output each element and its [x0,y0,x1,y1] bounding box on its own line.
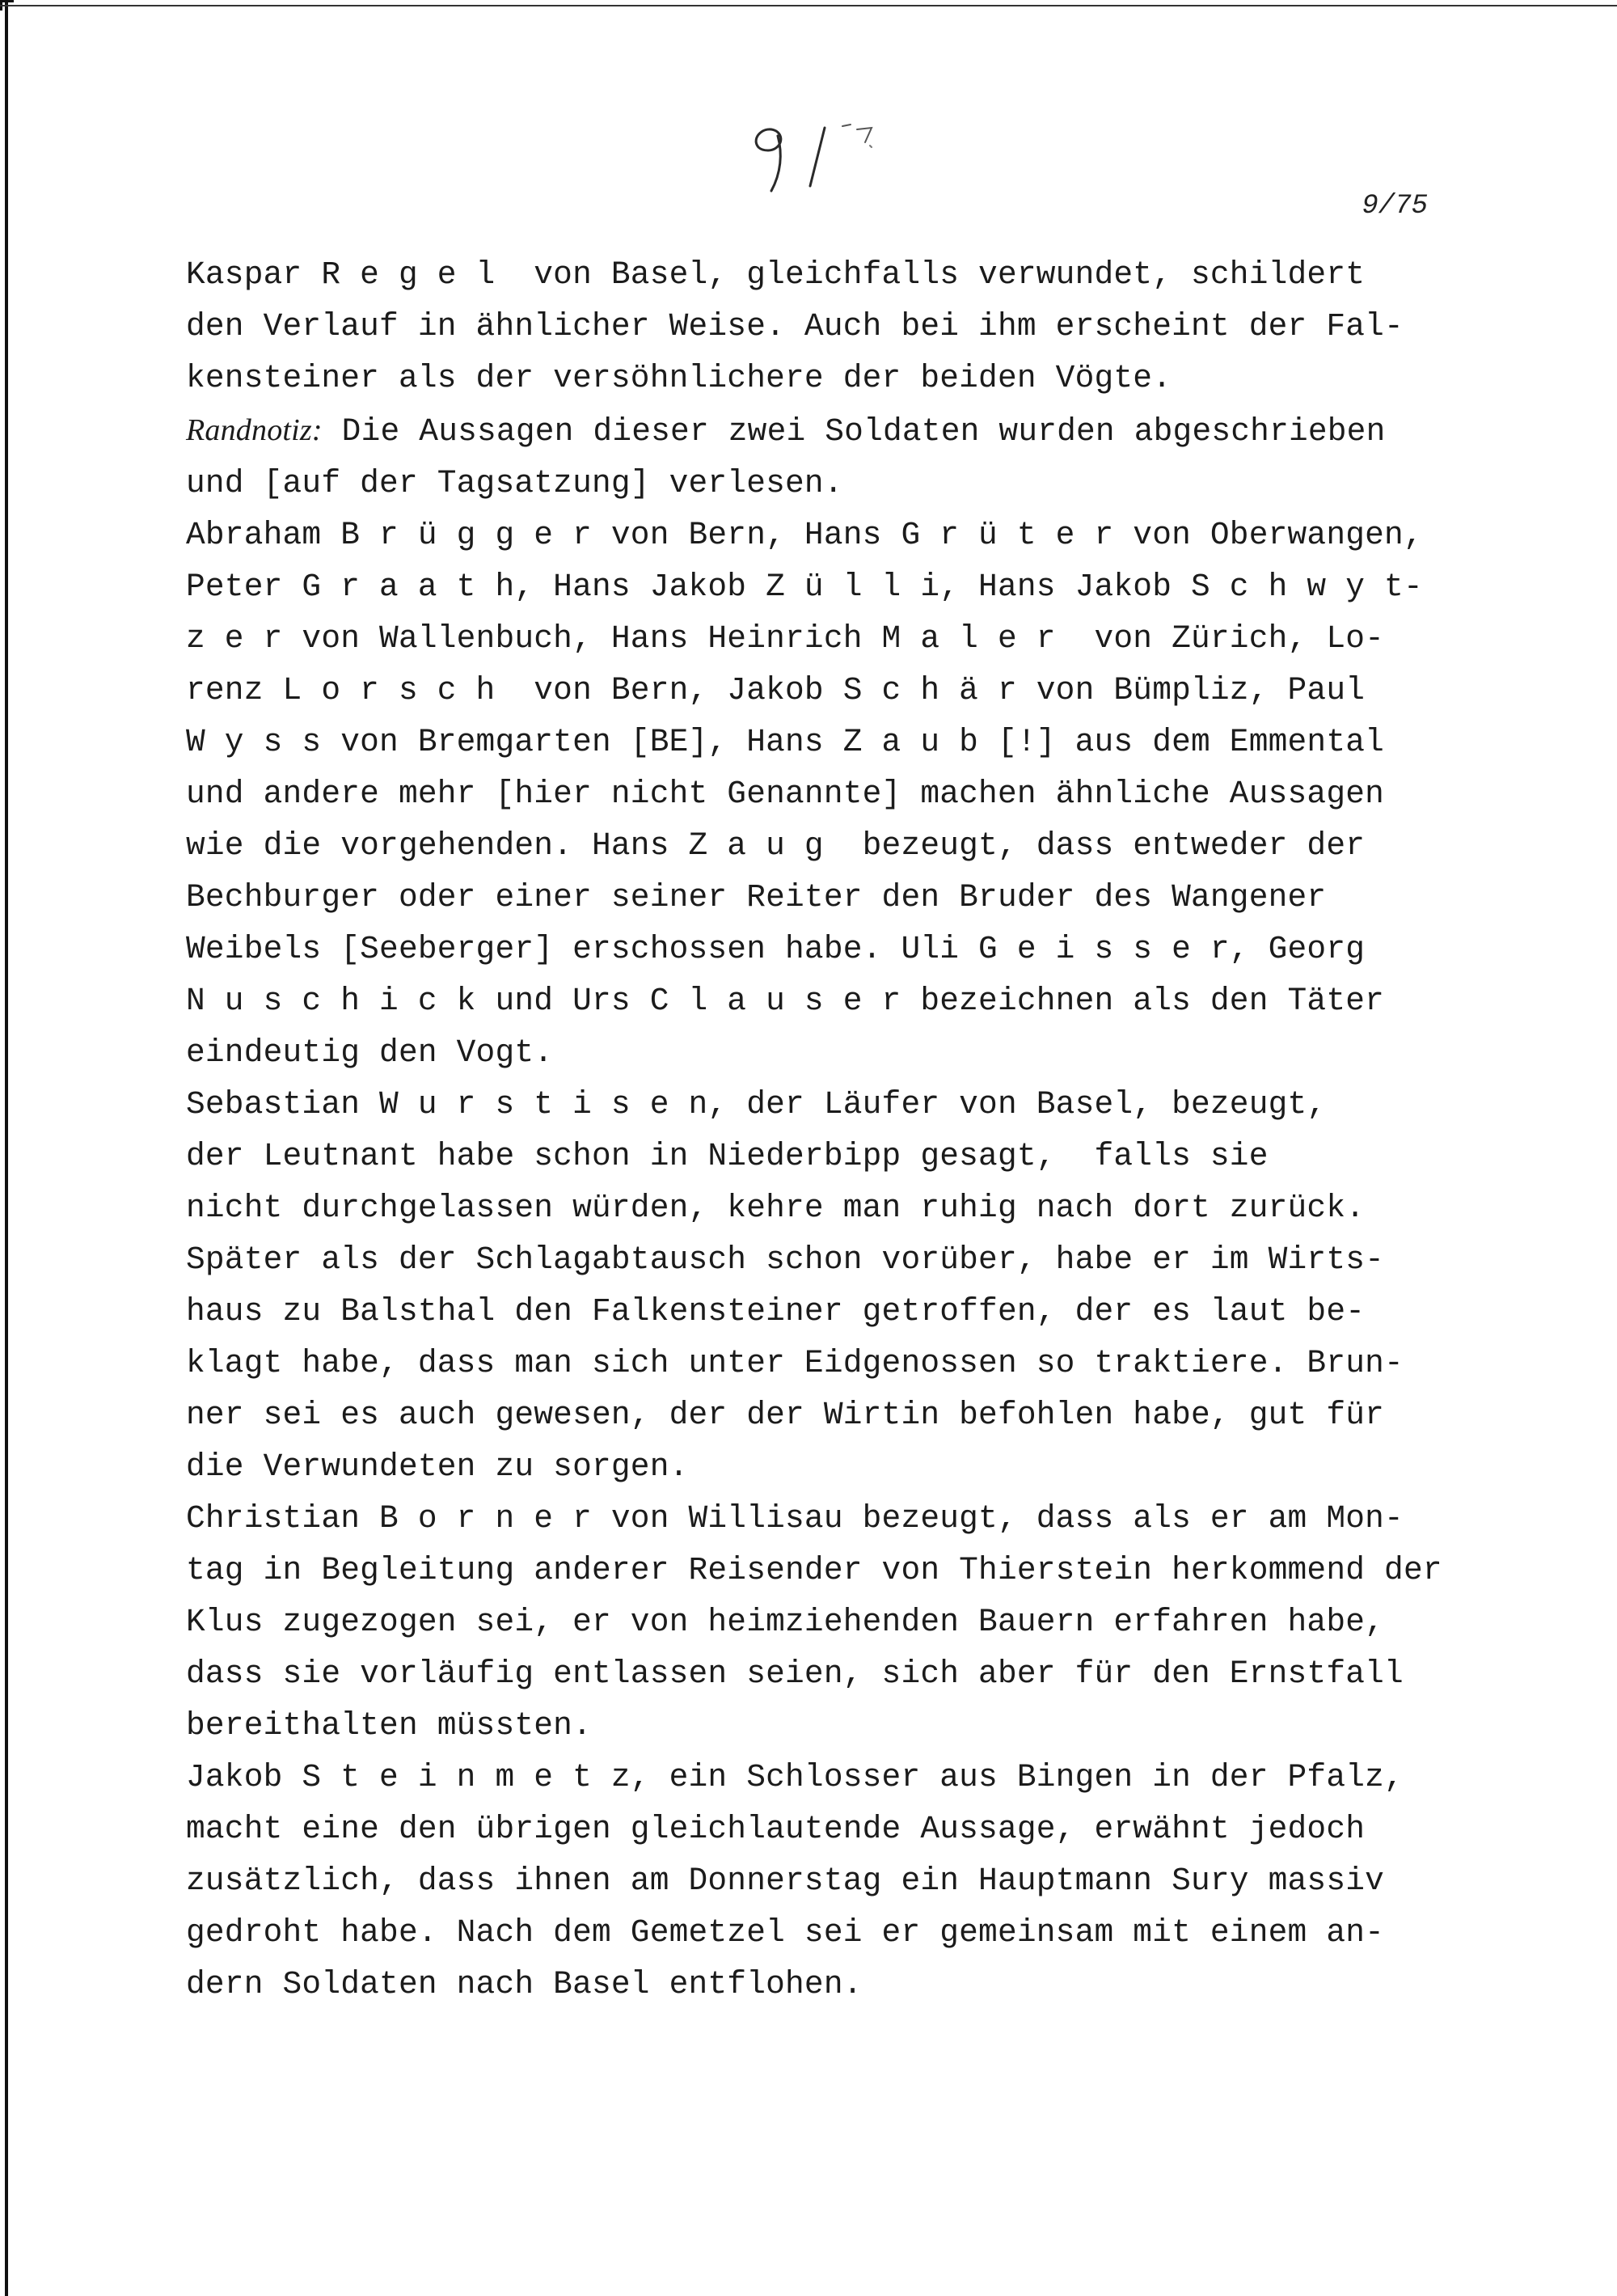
text-line: Später als der Schlagabtausch schon vorüber, habe er im Wirts- [186,1241,1385,1278]
scan-top-edge [0,5,1617,6]
text-line: z e r von Wallenbuch, Hans Heinrich M a l e r von Zürich, Lo- [186,620,1385,657]
text-line: gedroht habe. Nach dem Gemetzel sei er gemeinsam mit einem an- [186,1914,1385,1951]
page-number: 9/75 [1362,191,1428,222]
text-line: den Verlauf in ähnlicher Weise. Auch bei ihm erscheint der Fal- [186,308,1404,345]
text-line: macht eine den übrigen gleichlautende Aussage, erwähnt jedoch [186,1811,1366,1847]
text-line: Peter G r a a t h, Hans Jakob Z ü l l i, Hans Jakob S c h w y t- [186,569,1423,605]
text-line: und andere mehr [hier nicht Genannte] machen ähnliche Aussagen [186,776,1385,812]
text-line: Bechburger oder einer seiner Reiter den Bruder des Wangener [186,879,1327,915]
text-line: wie die vorgehenden. Hans Z a u g bezeugt, dass entweder der [186,827,1366,864]
text-line: renz L o r s c h von Bern, Jakob S c h ä r von Bümpliz, Paul [186,672,1366,708]
margin-note-label: Randnotiz: [186,413,323,447]
document-body [186,249,1480,2011]
text-line: tag in Begleitung anderer Reisender von Thierstein herkommend der [186,1552,1442,1588]
text-line: die Verwundeten zu sorgen. [186,1448,689,1485]
text-line: Sebastian W u r s t i s e n, der Läufer von Basel, bezeugt, [186,1086,1327,1123]
text-line: Kaspar R e g e l von Basel, gleichfalls verwundet, schildert [186,256,1366,293]
text-line-margin-note [186,404,1480,458]
text-line: Abraham B r ü g g e r von Bern, Hans G r ü t e r von Oberwangen, [186,517,1423,553]
text-line: kensteiner als der versöhnlichere der beiden Vögte. [186,360,1172,396]
text-line: ner sei es auch gewesen, der der Wirtin befohlen habe, gut für [186,1397,1385,1433]
text-line: haus zu Balsthal den Falkensteiner getroffen, der es laut be- [186,1293,1366,1330]
text-line: eindeutig den Vogt. [186,1034,554,1071]
text-line: dern Soldaten nach Basel entflohen. [186,1966,863,2002]
margin-note-text: Die Aussagen dieser zwei Soldaten wurden abgeschrieben [322,413,1386,450]
handwritten-page-note [736,113,914,202]
text-line: Klus zugezogen sei, er von heimziehenden Bauern erfahren habe, [186,1604,1385,1640]
text-line: N u s c h i c k und Urs C l a u s e r bezeichnen als den Täter [186,983,1385,1019]
scan-left-edge [5,0,8,2296]
text-line: Jakob S t e i n m e t z, ein Schlosser aus Bingen in der Pfalz, [186,1759,1404,1795]
text-line: und [auf der Tagsatzung] verlesen. [186,465,843,501]
text-line: Christian B o r n e r von Willisau bezeugt, dass als er am Mon- [186,1500,1404,1537]
text-line: klagt habe, dass man sich unter Eidgenossen so traktiere. Brun- [186,1345,1404,1381]
text-line: zusätzlich, dass ihnen am Donnerstag ein Hauptmann Sury massiv [186,1863,1385,1899]
text-line: W y s s von Bremgarten [BE], Hans Z a u b [!] aus dem Emmental [186,724,1385,760]
text-line: dass sie vorläufig entlassen seien, sich aber für den Ernstfall [186,1655,1404,1692]
text-line: der Leutnant habe schon in Niederbipp gesagt, falls sie [186,1138,1269,1174]
text-line: bereithalten müssten. [186,1707,592,1744]
text-line: Weibels [Seeberger] erschossen habe. Uli G e i s s e r, Georg [186,931,1366,967]
text-line: nicht durchgelassen würden, kehre man ruhig nach dort zurück. [186,1190,1366,1226]
handwritten-note-drawing [736,113,914,202]
